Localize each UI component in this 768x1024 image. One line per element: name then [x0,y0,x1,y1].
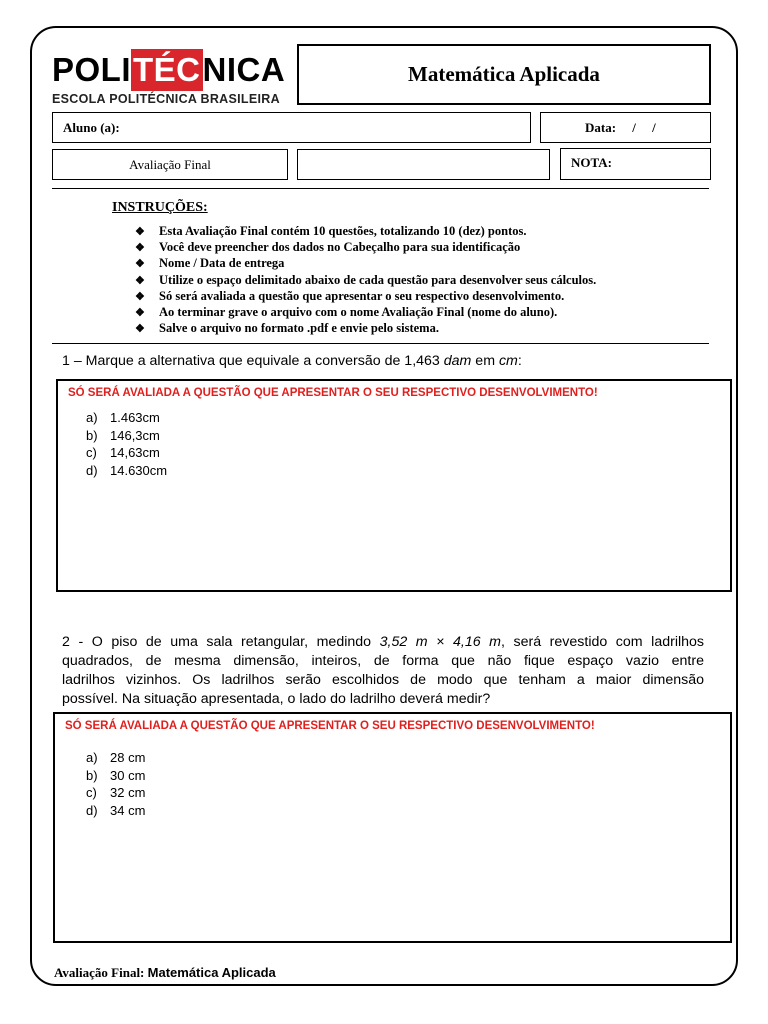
question-2-text [62,633,704,709]
blank-header-field[interactable] [297,149,550,180]
exam-type-label: Avaliação Final [129,156,211,172]
option-item[interactable]: d) 14.630cm [86,462,168,478]
question-1-options [86,409,167,479]
footer-subject: Matemática Aplicada [147,965,276,980]
instructions-list [135,224,596,337]
student-name-field[interactable] [52,112,531,143]
diamond-bullet-icon: ❖ [135,226,145,238]
diamond-bullet-icon: ❖ [135,290,145,303]
instruction-item: ❖ Esta Avaliação Final contém 10 questões, totalizando 10 (dez) pontos. [135,224,596,240]
footer-label: Avaliação Final: [54,965,145,980]
logo-wordmark [52,50,285,90]
question-2-line: quadrados, de mesma dimensão, inteiros, de forma que não fique espaço vazio entre [62,653,704,669]
subject-title: Matemática Aplicada [408,62,600,86]
option-item[interactable]: a) 28 cm [86,750,146,765]
diamond-bullet-icon: ❖ [135,307,145,320]
instruction-item: ❖ Nome / Data de entrega [135,256,596,272]
grade-field[interactable] [560,148,711,180]
logo-part-1: POLI [52,51,132,88]
logo-part-2-highlight: TÉC [131,49,203,91]
question-2-line: ladrilhos vizinhos. Os ladrilhos serão escolhidos de modo que tenham a maior dimensão [62,672,704,688]
option-item[interactable]: d) 34 cm [86,802,146,818]
student-label: Aluno (a): [63,120,120,135]
option-item[interactable]: b) 30 cm [86,767,146,783]
option-item[interactable]: c) 32 cm [86,785,146,800]
question-2-answer-area[interactable] [53,712,732,943]
question-2-line: 2 - O piso de uma sala retangular, medindo 3,52 m × 4,16 m, será revestido com ladrilhos [62,634,705,650]
instruction-item: ❖ Só será avaliada a questão que apresentar o seu respectivo desenvolvimento. [135,289,596,305]
option-item[interactable]: b) 146,3cm [86,427,160,443]
instruction-item: ❖ Salve o arquivo no formato .pdf e envie pelo sistema. [135,321,596,337]
question-2-options [86,749,145,819]
instruction-item: ❖ Ao terminar grave o arquivo com o nome Avaliação Final (nome do aluno). [135,305,596,321]
diamond-bullet-icon: ❖ [135,258,145,271]
grade-label: NOTA: [571,155,612,170]
question-2-line: possível. Na situação apresentada, o lado do ladrilho deverá medir? [62,691,491,707]
diamond-bullet-icon: ❖ [135,242,145,255]
instructions-divider [52,343,709,344]
politecnica-logo [52,50,292,110]
date-label: Data: / / [585,120,656,135]
logo-part-3: NICA [202,51,286,88]
instruction-item: ❖ Utilize o espaço delimitado abaixo de cada questão para desenvolver seus cálculos. [135,273,596,289]
exam-type-box [52,149,288,180]
page-footer [54,965,276,981]
diamond-bullet-icon: ❖ [135,274,145,287]
option-item[interactable]: c) 14,63cm [86,445,160,460]
diamond-bullet-icon: ❖ [135,323,145,336]
subject-title-box [297,44,711,105]
question-1-warning: SÓ SERÁ AVALIADA A QUESTÃO QUE APRESENTAR O SEU RESPECTIVO DESENVOLVIMENTO! [68,387,598,399]
question-1-answer-area[interactable] [56,379,732,592]
question-1-text: 1 – Marque a alternativa que equivale a conversão de 1,463 dam em cm: [62,353,522,369]
option-item[interactable]: a) 1.463cm [86,410,160,425]
logo-subtitle: ESCOLA POLITÉCNICA BRASILEIRA [52,92,280,106]
instructions-title: INSTRUÇÕES: [112,200,208,215]
question-2-warning: SÓ SERÁ AVALIADA A QUESTÃO QUE APRESENTAR O SEU RESPECTIVO DESENVOLVIMENTO! [65,720,595,732]
date-field[interactable] [540,112,711,143]
header-divider [52,188,709,189]
instruction-item: ❖ Você deve preencher dos dados no Cabeçalho para sua identificação [135,240,596,256]
